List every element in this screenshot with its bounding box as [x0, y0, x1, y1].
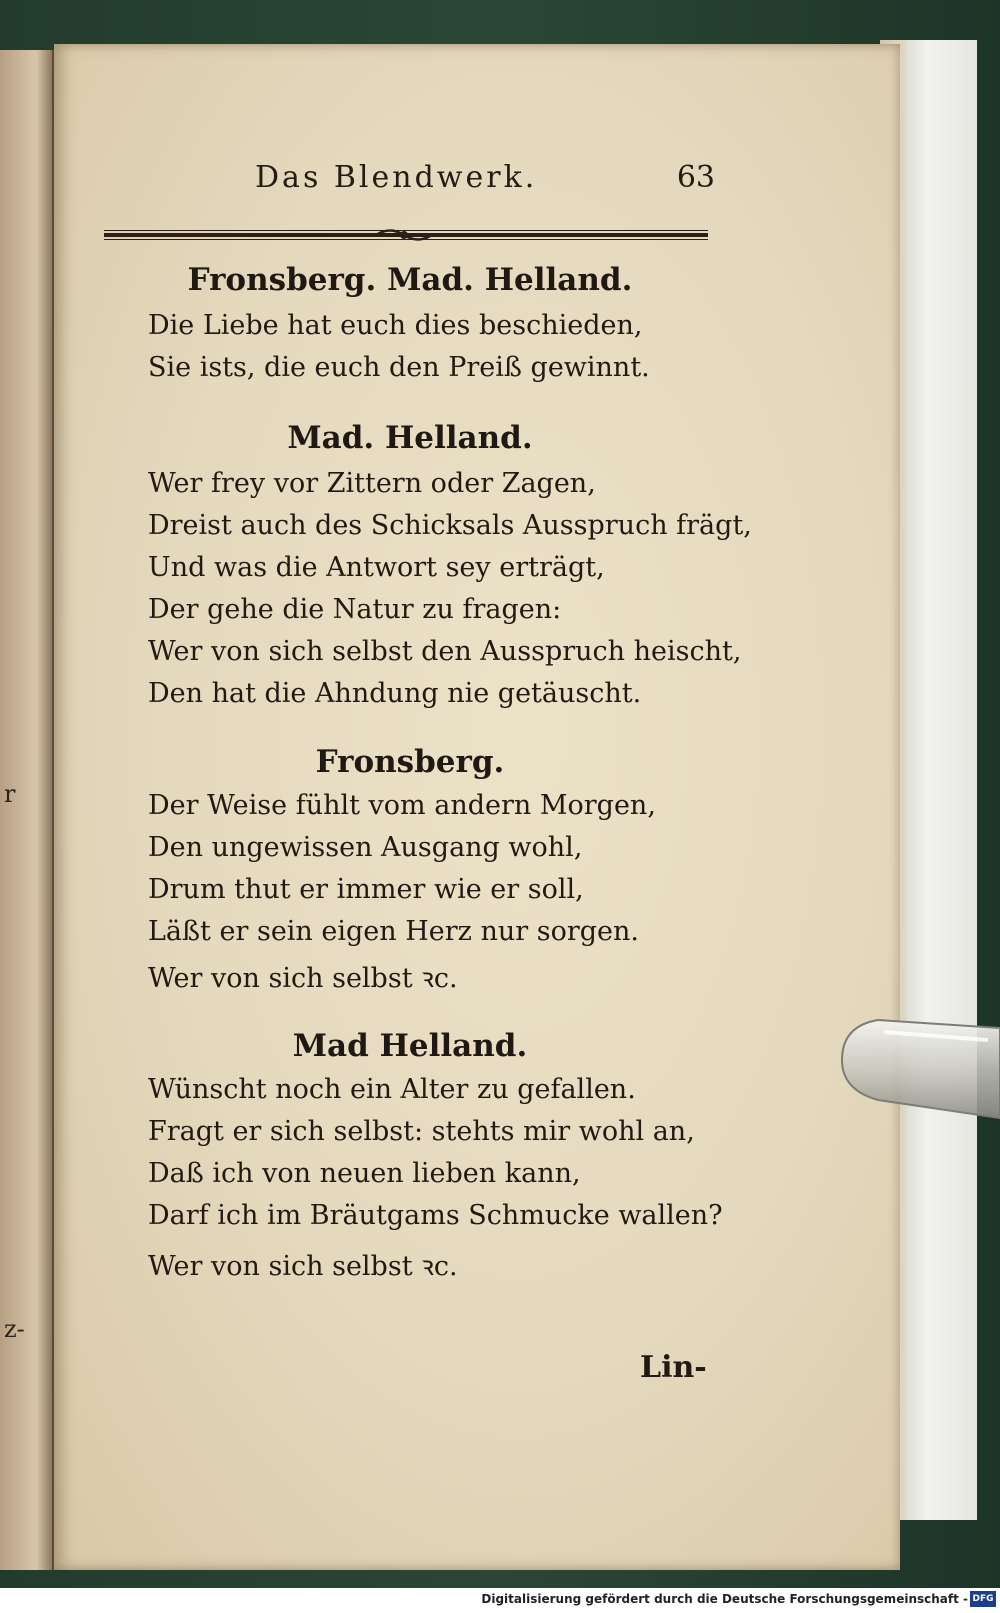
speaker-heading: Mad Helland.: [292, 1028, 528, 1064]
left-page-mark: r: [4, 780, 16, 808]
footer-bar: [0, 1588, 1000, 1613]
verse-line: Daß ich von neuen lieben kann,: [148, 1158, 581, 1189]
verse-line: Der Weise fühlt vom andern Morgen,: [148, 790, 656, 821]
right-page-stack: [900, 40, 977, 1520]
dfg-logo: DFG: [970, 1591, 996, 1607]
verse-line: Drum thut er immer wie er soll,: [148, 874, 584, 905]
funding-credit: Digitalisierung gefördert durch die Deutsche Forschungsgemeinschaft -: [481, 1592, 968, 1606]
page-number: 63: [676, 160, 715, 195]
verse-line: Dreist auch des Schicksals Ausspruch frägt,: [148, 510, 752, 541]
verse-line: Der gehe die Natur zu fragen:: [148, 594, 562, 625]
speaker-heading: Mad. Helland.: [287, 420, 533, 456]
verse-line: Wünscht noch ein Alter zu gefallen.: [148, 1074, 636, 1105]
verse-line: Den hat die Ahndung nie getäuscht.: [148, 678, 642, 709]
verse-line: Wer von sich selbst ꝛc.: [148, 1251, 458, 1282]
verse-line: Wer von sich selbst den Ausspruch heischt,: [148, 636, 742, 667]
verse-line: Wer von sich selbst ꝛc.: [148, 963, 458, 994]
verse-line: Und was die Antwort sey erträgt,: [148, 552, 605, 583]
running-header: [255, 160, 715, 200]
verse-line: Darf ich im Bräutgams Schmucke wallen?: [148, 1200, 723, 1231]
verse-line: Die Liebe hat euch dies beschieden,: [148, 310, 643, 341]
running-title: Das Blendwerk.: [255, 160, 538, 195]
verse-line: Wer frey vor Zittern oder Zagen,: [148, 468, 596, 499]
verse-line: Läßt er sein eigen Herz nur sorgen.: [148, 916, 640, 947]
speaker-heading: Fronsberg. Mad. Helland.: [187, 262, 633, 298]
catchword: Lin-: [640, 1350, 707, 1385]
speaker-heading: Fronsberg.: [315, 744, 505, 780]
page-clip: [838, 1010, 1000, 1130]
ornamental-rule: [104, 228, 708, 242]
verse-line: Sie ists, die euch den Preiß gewinnt.: [148, 352, 650, 383]
verse-line: Den ungewissen Ausgang wohl,: [148, 832, 583, 863]
left-page-mark: z-: [4, 1315, 25, 1343]
verse-line: Fragt er sich selbst: stehts mir wohl an,: [148, 1116, 695, 1147]
